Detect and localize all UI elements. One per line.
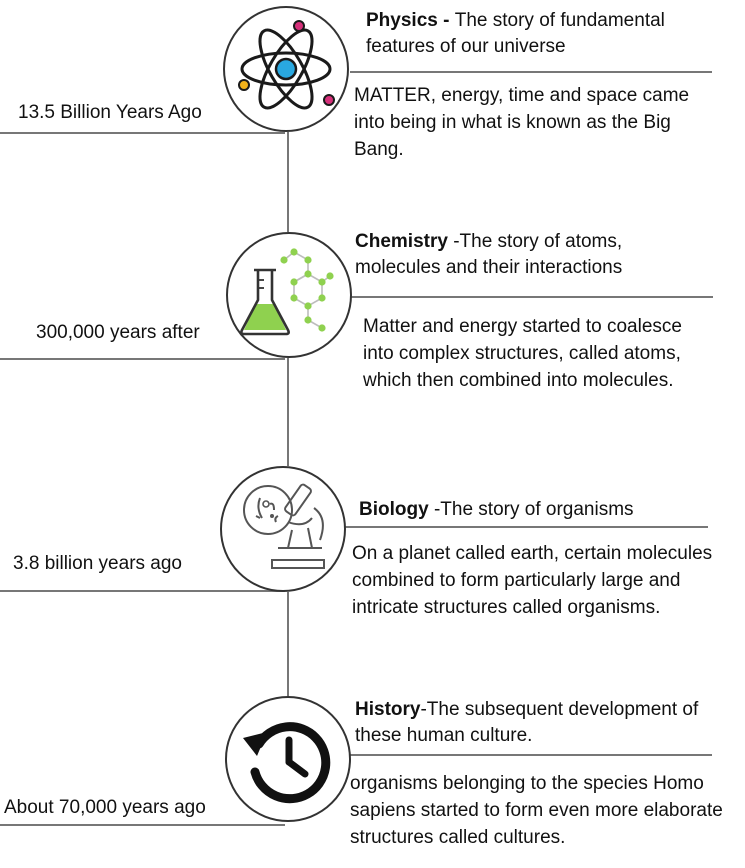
- stage-description: MATTER, energy, time and space came into being in what is known as the Big Bang.: [354, 85, 690, 160]
- stage-title-bold: Biology: [359, 499, 434, 520]
- date-underline: [0, 590, 285, 592]
- stage-date: 300,000 years after: [36, 322, 200, 343]
- stage-date: 13.5 Billion Years Ago: [18, 102, 202, 123]
- stage-icon-circle: [223, 6, 349, 132]
- stage-title-bold: Chemistry: [355, 231, 454, 252]
- date-underline: [0, 824, 285, 826]
- stage-title-rest: -The story of organisms: [433, 499, 634, 520]
- atom-icon: [225, 8, 347, 130]
- stage-title: [355, 697, 700, 749]
- date-underline: [0, 358, 285, 360]
- stage-description: On a planet called earth, certain molecules combined to form particularly large and intricate structures called organisms.: [352, 543, 713, 618]
- stage-title-bold: History: [355, 699, 421, 720]
- stage-title-rest: -The subsequent development of these human culture.: [355, 699, 699, 746]
- stage-icon-circle: [226, 232, 352, 358]
- title-underline: [342, 754, 712, 756]
- stage-title-bold: Physics -: [366, 10, 455, 31]
- timeline-connector: [287, 358, 289, 466]
- title-underline: [350, 71, 712, 73]
- stage-title-rest: The story of fundamental features of our universe: [366, 10, 665, 57]
- date-underline: [0, 132, 285, 134]
- title-underline: [342, 526, 708, 528]
- stage-title-rest: -The story of atoms, molecules and their interactions: [355, 231, 623, 278]
- stage-description: organisms belonging to the species Homo sapiens started to form even more elaborate structures called cultures.: [350, 773, 723, 848]
- stage-title: [366, 8, 706, 60]
- history-clock-icon: [227, 698, 349, 820]
- stage-date: 3.8 billion years ago: [13, 553, 182, 574]
- timeline-connector: [287, 592, 289, 696]
- stage-icon-circle: [220, 466, 346, 592]
- timeline-connector: [287, 132, 289, 232]
- stage-title: [355, 229, 675, 281]
- stage-description: Matter and energy started to coalesce into complex structures, called atoms, which then combined into molecules.: [363, 316, 682, 391]
- stage-title: [359, 497, 679, 523]
- microscope-icon: [222, 468, 344, 590]
- flask-molecule-icon: [228, 234, 350, 356]
- stage-icon-circle: [225, 696, 351, 822]
- stage-date: About 70,000 years ago: [4, 797, 206, 818]
- title-underline: [340, 296, 713, 298]
